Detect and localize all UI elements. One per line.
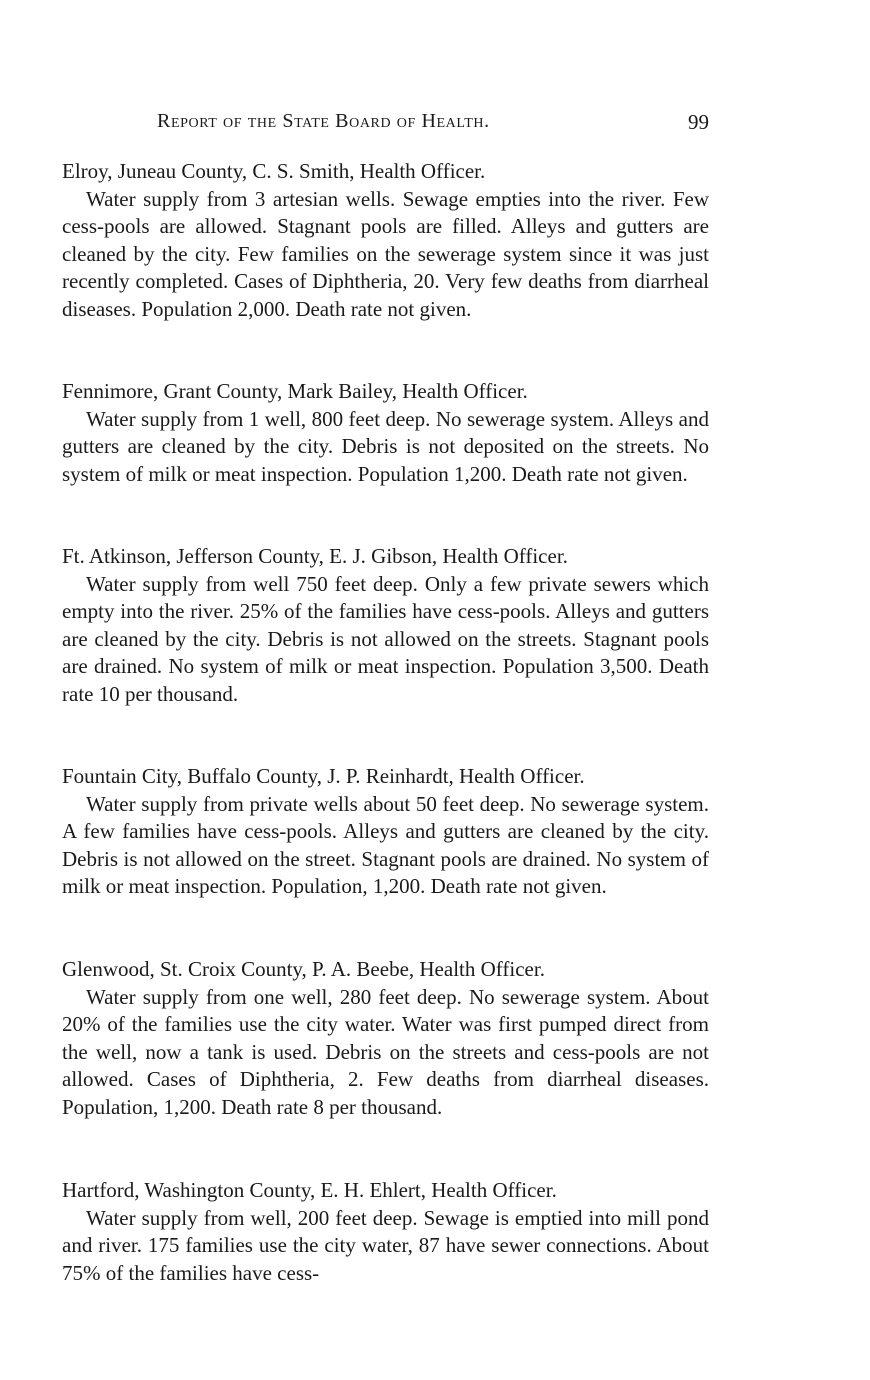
entry-heading: Glenwood, St. Croix County, P. A. Beebe, Health Officer. [62,957,545,981]
entry-body: Water supply from well, 200 feet deep. Sewage is emptied into mill pond and river. 175 families use the city water, 87 have sewer connections. About 75% of the families have cess- [62,1205,709,1285]
entry-heading: Hartford, Washington County, E. H. Ehlert, Health Officer. [62,1178,557,1202]
entry-fountain-city [62,763,709,901]
entry-body: Water supply from 1 well, 800 feet deep. No sewerage system. Alleys and gutters are cleaned by the city. Debris is not deposited on the streets. No system of milk or meat inspection. Population 1,200. Death rate not given. [62,406,709,486]
entry-heading: Elroy, Juneau County, C. S. Smith, Health Officer. [62,159,486,183]
entry-glenwood [62,956,709,1122]
entry-body: Water supply from private wells about 50 feet deep. No sewerage system. A few families have cess-pools. Alleys and gutters are cleaned by the city. Debris is not allowed on the street. Stagnant pools are drained. No system of milk or meat inspection. Population, 1,200. Death rate not given. [62,791,709,899]
entry-fennimore [62,378,709,488]
running-head [62,110,709,138]
running-head-title: Report of the State Board of Health. [157,110,490,132]
entry-body: Water supply from well 750 feet deep. Only a few private sewers which empty into the river. 25% of the families have cess-pools. Alleys and gutters are cleaned by the city. Debris is not allowed on the streets. Stagnant pools are drained. No system of milk or meat inspection. Population 3,500. Death rate 10 per thousand. [62,571,709,706]
entry-heading: Fennimore, Grant County, Mark Bailey, Health Officer. [62,379,528,403]
entry-elroy [62,158,709,324]
entry-heading: Fountain City, Buffalo County, J. P. Reinhardt, Health Officer. [62,764,585,788]
page-number: 99 [688,110,709,134]
entry-body: Water supply from one well, 280 feet deep. No sewerage system. About 20% of the families use the city water. Water was first pumped direct from the well, now a tank is used. Debris on the streets and cess-pools are not allowed. Cases of Diphtheria, 2. Few deaths from diarrheal diseases. Population, 1,200. Death rate 8 per thousand. [62,984,709,1119]
entry-ft-atkinson [62,543,709,709]
entry-body: Water supply from 3 artesian wells. Sewage empties into the river. Few cess-pools are allowed. Stagnant pools are filled. Alleys and gutters are cleaned by the city. Few families on the sewerage system since it was just recently completed. Cases of Diphtheria, 20. Very few deaths from diarrheal diseases. Population 2,000. Death rate not given. [62,186,709,321]
entry-heading: Ft. Atkinson, Jefferson County, E. J. Gibson, Health Officer. [62,544,568,568]
entry-hartford [62,1177,709,1287]
